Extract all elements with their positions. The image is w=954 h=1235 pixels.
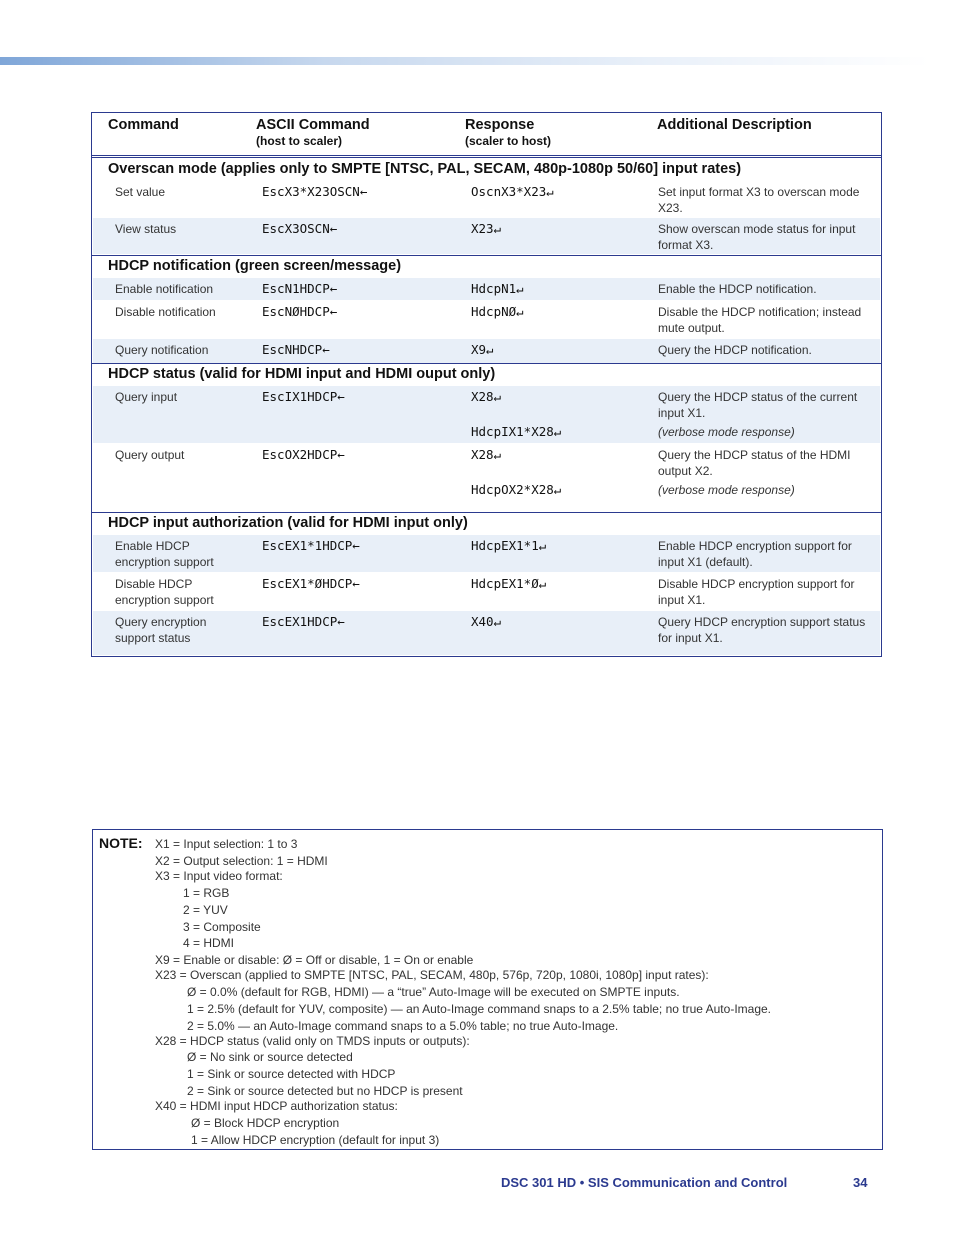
cell-response-verbose: HdcpIX1*X28↵	[471, 424, 562, 439]
cell-response: X28↵	[471, 447, 502, 462]
note-line: 1 = Allow HDCP encryption (default for input 3)	[191, 1133, 440, 1147]
cell-response: X9↵	[471, 342, 494, 357]
note-line: X1 = Input selection: 1 to 3	[155, 837, 298, 851]
note-line: X40 = HDMI input HDCP authorization status:	[155, 1099, 398, 1113]
note-line: X2 = Output selection: 1 = HDMI	[155, 854, 328, 868]
note-line: X3 = Input video format:	[155, 869, 283, 883]
header-divider	[92, 157, 881, 158]
note-line: 2 = Sink or source detected but no HDCP is present	[187, 1084, 463, 1098]
note-line: X28 = HDCP status (valid only on TMDS inputs or outputs):	[155, 1034, 470, 1048]
cell-response: X23↵	[471, 221, 502, 236]
header-response: Response (scaler to host)	[465, 117, 552, 148]
cell-command: Query output	[115, 448, 185, 462]
cell-ascii: EscNØHDCP←	[262, 304, 338, 319]
cell-description: Enable the HDCP notification.	[658, 282, 817, 296]
table-row	[93, 301, 880, 338]
cell-response: HdcpEX1*1↵	[471, 538, 547, 553]
cell-description: Query HDCP encryption support status for input X1.	[658, 615, 866, 645]
cell-ascii: EscEX1*1HDCP←	[262, 538, 360, 553]
note-line: X23 = Overscan (applied to SMPTE [NTSC, PAL, SECAM, 480p, 576p, 720p, 1080i, 1080p] input rates):	[155, 968, 709, 982]
cell-description-verbose: (verbose mode response)	[658, 425, 795, 439]
cell-description: Disable HDCP encryption support for input X1.	[658, 577, 855, 607]
cell-command: Disable notification	[115, 305, 216, 319]
section-hdcp-authorization	[92, 512, 881, 657]
cell-response: HdcpN1↵	[471, 281, 524, 296]
cell-response: HdcpEX1*Ø↵	[471, 576, 547, 591]
section-title: HDCP status (valid for HDMI input and HDMI ouput only)	[108, 366, 496, 382]
cell-ascii: EscIX1HDCP←	[262, 389, 345, 404]
table-row	[93, 339, 880, 363]
cell-description: Query the HDCP status of the current input X1.	[658, 390, 858, 420]
note-line: 1 = RGB	[183, 886, 230, 900]
cell-ascii: EscN1HDCP←	[262, 281, 338, 296]
cell-command: View status	[115, 222, 177, 236]
cell-command: Set value	[115, 185, 166, 199]
note-box	[92, 829, 883, 1150]
table-row	[93, 181, 880, 217]
cell-command: Query notification	[115, 343, 209, 357]
table-row	[93, 573, 880, 610]
cell-description: Set input format X3 to overscan mode X23.	[658, 185, 860, 215]
note-line: Ø = No sink or source detected	[187, 1050, 353, 1064]
cell-response: X28↵	[471, 389, 502, 404]
cell-command: Query encryption support status	[115, 615, 207, 645]
header-command: Command	[108, 117, 179, 133]
cell-command: Disable HDCP encryption support	[115, 577, 214, 607]
cell-description: Show overscan mode status for input format X3.	[658, 222, 856, 252]
table-row	[93, 278, 880, 300]
cell-description: Enable HDCP encryption support for input X1 (default).	[658, 539, 852, 569]
cell-ascii: EscEX1HDCP←	[262, 614, 345, 629]
table-row	[93, 611, 880, 655]
section-hdcp-status	[92, 363, 881, 512]
cell-response: X40↵	[471, 614, 502, 629]
note-line: Ø = 0.0% (default for RGB, HDMI) — a “true” Auto-Image will be executed on SMPTE inputs.	[187, 985, 680, 999]
table-row	[93, 535, 880, 572]
note-line: Ø = Block HDCP encryption	[191, 1116, 340, 1130]
header-description: Additional Description	[657, 117, 812, 133]
cell-description: Query the HDCP status of the HDMI output X2.	[658, 448, 851, 478]
note-line: 1 = Sink or source detected with HDCP	[187, 1067, 396, 1081]
section-hdcp-notification	[92, 255, 881, 364]
command-table	[91, 112, 882, 657]
cell-command: Enable HDCP encryption support	[115, 539, 214, 569]
table-row	[93, 218, 880, 254]
header-gradient-bar	[0, 57, 930, 65]
cell-ascii: EscOX2HDCP←	[262, 447, 345, 462]
note-line: 1 = 2.5% (default for YUV, composite) — an Auto-Image command snaps to a 2.5% table; no true Auto-Image.	[187, 1002, 771, 1016]
header-ascii: ASCII Command (host to scaler)	[256, 117, 370, 148]
footer-title: DSC 301 HD • SIS Communication and Control	[501, 1175, 788, 1190]
note-line: 3 = Composite	[183, 920, 261, 934]
table-row	[93, 386, 880, 443]
cell-command: Query input	[115, 390, 178, 404]
section-title: Overscan mode (applies only to SMPTE [NTSC, PAL, SECAM, 480p-1080p 50/60] input rates)	[108, 161, 742, 177]
cell-description: Query the HDCP notification.	[658, 343, 812, 357]
cell-ascii: EscX3OSCN←	[262, 221, 338, 236]
cell-response-verbose: HdcpOX2*X28↵	[471, 482, 562, 497]
note-label: NOTE:	[99, 835, 143, 851]
cell-ascii: EscEX1*ØHDCP←	[262, 576, 360, 591]
cell-response: HdcpNØ↵	[471, 304, 524, 319]
cell-response: OscnX3*X23↵	[471, 184, 554, 199]
section-title: HDCP input authorization (valid for HDMI input only)	[108, 515, 468, 531]
cell-description: Disable the HDCP notification; instead mute output.	[658, 305, 862, 335]
cell-ascii: EscX3*X23OSCN←	[262, 184, 368, 199]
table-header	[92, 113, 881, 156]
cell-command: Enable notification	[115, 282, 214, 296]
note-line: 4 = HDMI	[183, 936, 235, 950]
note-line: 2 = YUV	[183, 903, 228, 917]
cell-description-verbose: (verbose mode response)	[658, 483, 795, 497]
note-line: X9 = Enable or disable: Ø = Off or disable, 1 = On or enable	[155, 953, 474, 967]
page-number: 34	[853, 1175, 868, 1190]
cell-ascii: EscNHDCP←	[262, 342, 330, 357]
section-title: HDCP notification (green screen/message)	[108, 258, 402, 274]
section-overscan	[92, 159, 881, 255]
table-row	[93, 444, 880, 510]
note-line: 2 = 5.0% — an Auto-Image command snaps to a 5.0% table; no true Auto-Image.	[187, 1019, 619, 1033]
